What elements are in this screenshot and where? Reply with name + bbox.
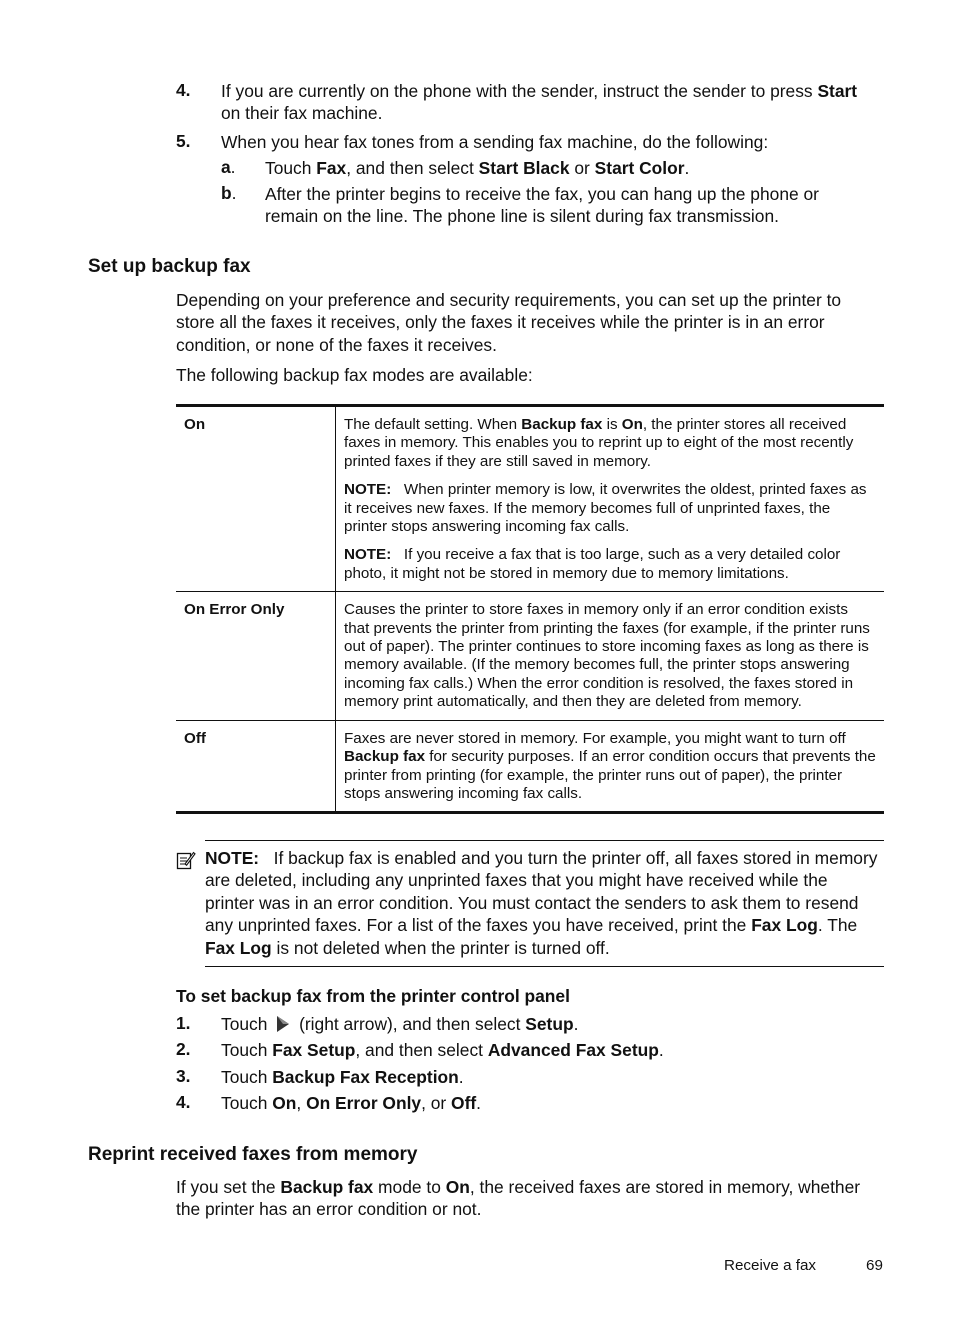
mode-description: Faxes are never stored in memory. For example, you might want to turn off Backup fax for security purposes. If an error condition occurs that prevents the printer from printing (for example, the printer runs out of paper), the printer stops answering incoming fax calls. bbox=[336, 720, 885, 813]
step-text: Touch On, On Error Only, or Off. bbox=[221, 1093, 482, 1113]
step-number: 5. bbox=[176, 131, 191, 151]
section-heading: Reprint received faxes from memory bbox=[88, 1144, 418, 1165]
procedure-title: To set backup fax from the printer control panel bbox=[176, 986, 570, 1006]
note-text: NOTE: If backup fax is enabled and you turn the printer off, all faxes stored in memory are deleted, including any unprinted faxes that you might have received while the printer was in an error condition. You must contact the senders to ask them to resend any unprinted faxes. For a list of the faxes you have received, print the Fax Log. The Fax Log is not deleted when the printer is turned off. bbox=[205, 848, 878, 958]
mode-name: On Error Only bbox=[176, 592, 336, 720]
table-note: NOTE: If you receive a fax that is too large, such as a very detailed color photo, it might not be stored in memory due to memory limitations. bbox=[344, 546, 841, 582]
footer-section-name: Receive a fax bbox=[724, 1257, 817, 1274]
note-top-rule bbox=[205, 840, 884, 841]
step-text: When you hear fax tones from a sending fax machine, do the following: bbox=[221, 132, 769, 152]
page-number: 69 bbox=[866, 1257, 883, 1274]
modes-intro: The following backup fax modes are available: bbox=[176, 365, 533, 385]
section-intro: Depending on your preference and security requirements, you can set up the printer to store all the faxes it receives, only the faxes it receives while the printer is in an error condition, or none of the faxes it receives. bbox=[176, 290, 842, 355]
table-row bbox=[176, 720, 884, 813]
step-text: Touch (right arrow), and then select Setup. bbox=[221, 1014, 579, 1034]
note-pencil-icon bbox=[176, 850, 196, 870]
section-heading: Set up backup fax bbox=[88, 256, 251, 277]
step-number: 4. bbox=[176, 1092, 191, 1112]
mode-name: Off bbox=[176, 720, 336, 813]
step-text: Touch Fax Setup, and then select Advanced Fax Setup. bbox=[221, 1040, 664, 1060]
step-number: 4. bbox=[176, 80, 191, 100]
mode-description: Causes the printer to store faxes in memory only if an error condition exists that prevents the printer from printing the faxes (for example, if the printer runs out of paper). The printer continues to store incoming faxes as long as there is memory available. (If the memory becomes full, the printer stops answering incoming fax calls.) When the error condition is resolved, the faxes stored in memory print automatically, and then they are deleted from memory. bbox=[336, 592, 885, 720]
table-note: NOTE: When printer memory is low, it overwrites the oldest, printed faxes as it receives new faxes. If the memory becomes full of unprinted faxes, the printer stops answering incoming fax calls. bbox=[344, 481, 867, 536]
step-text: Touch Backup Fax Reception. bbox=[221, 1067, 464, 1087]
backup-modes-table bbox=[176, 404, 884, 814]
mode-description bbox=[336, 406, 885, 592]
substep-text: Touch Fax, and then select Start Black or Start Color. bbox=[265, 158, 690, 178]
table-row bbox=[176, 592, 884, 720]
substep-text: After the printer begins to receive the fax, you can hang up the phone or remain on the line. The phone line is silent during fax transmission. bbox=[265, 184, 819, 227]
table-row bbox=[176, 406, 884, 592]
section-paragraph: If you set the Backup fax mode to On, the received faxes are stored in memory, whether the printer has an error condition or not. bbox=[176, 1177, 861, 1220]
note-bottom-rule bbox=[205, 966, 884, 967]
mode-desc-paragraph: The default setting. When Backup fax is On, the printer stores all received faxes in memory. This enables you to reprint up to eight of the most recently printed faxes if they are still saved in memory. bbox=[344, 416, 854, 470]
step-text: If you are currently on the phone with the sender, instruct the sender to press Start on their fax machine. bbox=[221, 81, 858, 124]
mode-name: On bbox=[176, 406, 336, 592]
substep-label: a. bbox=[221, 157, 236, 177]
substep-label: b. bbox=[221, 183, 237, 203]
right-arrow-icon bbox=[275, 1015, 291, 1033]
step-number: 3. bbox=[176, 1066, 191, 1086]
step-number: 1. bbox=[176, 1013, 191, 1033]
step-number: 2. bbox=[176, 1039, 191, 1059]
